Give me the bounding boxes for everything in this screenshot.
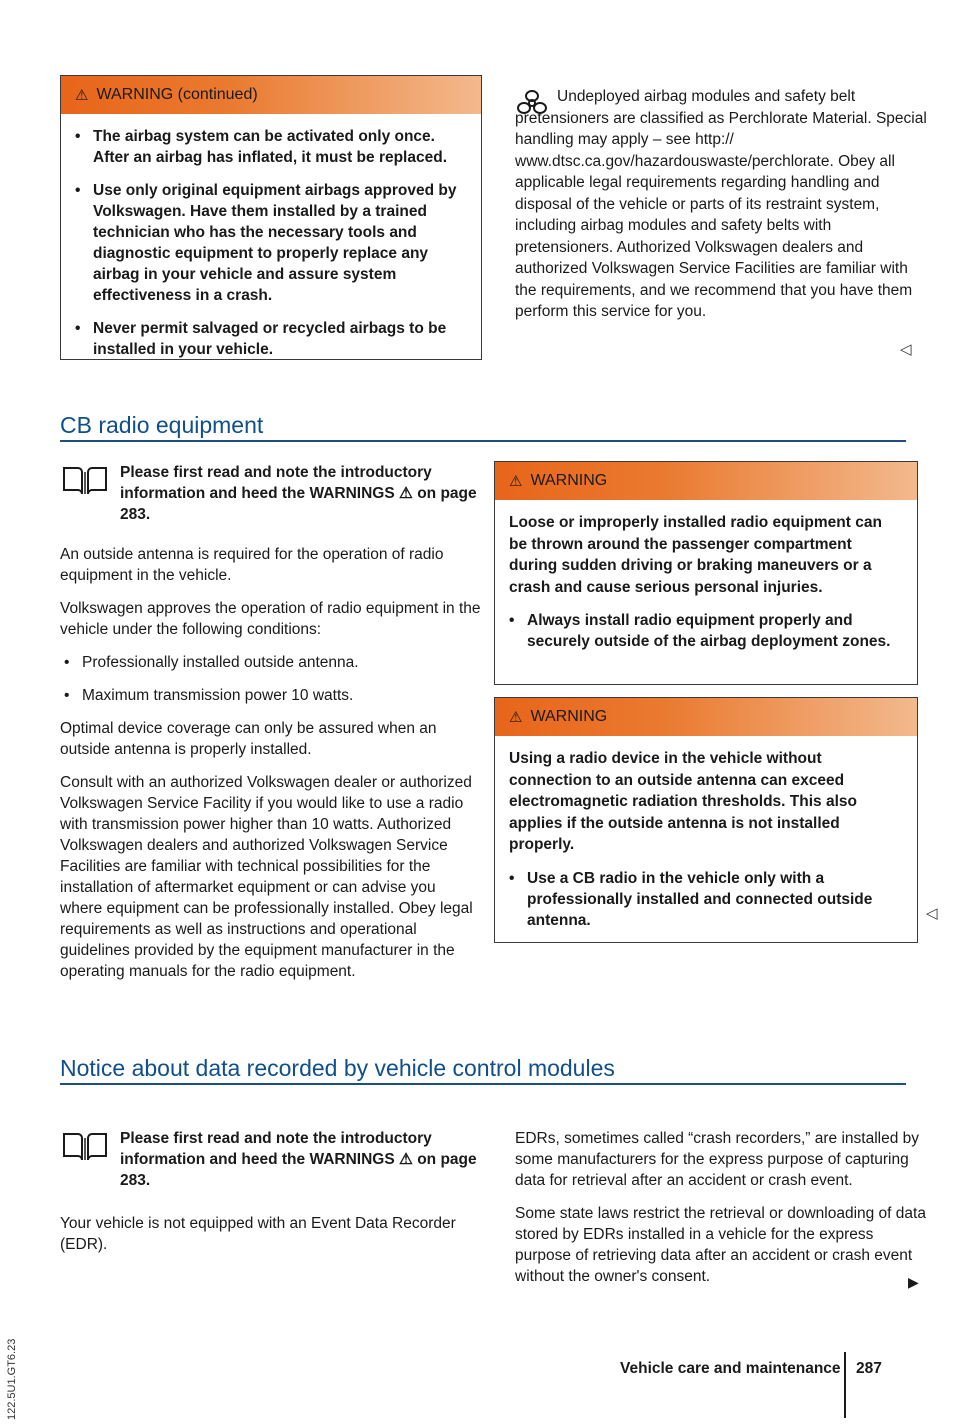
warning-triangle-icon: ⚠ (509, 473, 523, 490)
recycle-icon (515, 88, 549, 118)
book-icon (60, 1130, 110, 1164)
page-number: 287 (856, 1360, 882, 1377)
warning-text: Using a radio device in the vehicle without connection to an outside antenna can exceed electromagnetic radiation thresholds. This also applies if the outside antenna is not installed properly. (509, 750, 857, 853)
read-first-note (60, 1128, 482, 1191)
warning-body (61, 114, 481, 378)
read-first-text: Please first read and note the introductory information and heed the WARNINGS ⚠ on page 283. (120, 464, 477, 523)
section-title-cb-radio: CB radio equipment (60, 412, 264, 438)
warning-box-antenna (494, 697, 918, 943)
cb-condition: • Professionally installed outside antenna. (60, 652, 482, 673)
read-first-note (60, 462, 482, 525)
warning-text: Loose or improperly installed radio equipment can be thrown around the passenger compartment during sudden driving or braking maneuvers or a crash and cause serious personal injuries. (509, 514, 882, 596)
warning-body (495, 500, 917, 670)
warning-title: WARNING (continued) (96, 86, 258, 103)
warning-body (495, 736, 917, 949)
continue-arrow-icon: ▶ (908, 1274, 919, 1290)
read-first-text: Please first read and note the introductory information and heed the WARNINGS ⚠ on page 283. (120, 1130, 477, 1189)
warning-item: • Never permit salvaged or recycled airbags to be installed in your vehicle. (75, 318, 467, 360)
warning-item: • Use a CB radio in the vehicle only with a professionally installed and connected outside antenna. (509, 868, 903, 931)
warning-header (495, 462, 917, 500)
section-rule (60, 1083, 906, 1085)
perchlorate-text: Undeployed airbag modules and safety belt pretensioners are classified as Perchlorate Material. Special handling may apply – see http:// www.dtsc.ca.gov/hazardouswaste/perchlorate. Obey all applicable legal requirements regarding handling and disposal of the vehicle or parts of its restraint system, including airbag modules and safety belts with pretensioners. Authorized Volkswagen dealers and authorized Volkswagen Service Facilities are familiar with the requirements, and we recommend that you have them perform this service for you. (515, 88, 927, 320)
warning-box-loose-radio (494, 461, 918, 685)
edr-not-equipped-text: Your vehicle is not equipped with an Event Data Recorder (EDR). (60, 1215, 456, 1253)
edr-paragraph: EDRs, sometimes called “crash recorders,” are installed by some manufacturers for the express purpose of capturing data for retrieval after an accident or crash event. (515, 1130, 919, 1189)
cb-condition: • Maximum transmission power 10 watts. (60, 685, 482, 706)
warning-triangle-icon: ⚠ (75, 87, 89, 104)
warning-header (495, 698, 917, 736)
section-rule (60, 440, 906, 442)
cb-paragraph: Consult with an authorized Volkswagen dealer or authorized Volkswagen Service Facility if you would like to use a radio with transmission power higher than 10 watts. Authorized Volkswagen dealers and authorized Volkswagen Service Facilities are familiar with technical possibilities for the installation of aftermarket equipment or can advise you where equipment can be professionally installed. Obey legal requirements as well as instructions and operational guidelines provided by the equipment manufacturer in the operating manuals for the radio equipment. (60, 774, 473, 980)
document-code-text: 122.5U1.GT6.23 (6, 1338, 18, 1420)
warning-title: WARNING (530, 708, 608, 725)
warning-item: • Always install radio equipment properly and securely outside of the airbag deployment zones. (509, 610, 903, 652)
document-code (6, 1290, 20, 1420)
cb-body (60, 544, 482, 994)
warning-box-continued (60, 75, 482, 360)
section-title-data-recorded: Notice about data recorded by vehicle control modules (60, 1055, 615, 1081)
footer-section-title: Vehicle care and maintenance (620, 1360, 841, 1377)
edr-left-text (60, 1213, 482, 1267)
warning-item: • Use only original equipment airbags approved by Volkswagen. Have them installed by a trained technician who has the necessary tools and diagnostic equipment to properly replace any airbag in your vehicle and assure system effectiveness in a crash. (75, 180, 467, 306)
warning-triangle-icon: ⚠ (509, 709, 523, 726)
perchlorate-note (515, 86, 927, 335)
cb-paragraph: Optimal device coverage can only be assured when an outside antenna is properly installed. (60, 720, 437, 758)
warning-title: WARNING (530, 472, 608, 489)
cb-paragraph: Volkswagen approves the operation of radio equipment in the vehicle under the following conditions: (60, 600, 481, 638)
edr-paragraph: Some state laws restrict the retrieval or downloading of data stored by EDRs installed in a vehicle for the express purpose of retrieving data after an accident or crash event without the owner's consent. (515, 1205, 926, 1285)
end-triangle-icon: ◁ (926, 905, 938, 922)
book-icon (60, 464, 110, 498)
warning-item: • The airbag system can be activated only once. After an airbag has inflated, it must be replaced. (75, 126, 467, 168)
warning-header (61, 76, 481, 114)
end-triangle-icon: ◁ (900, 341, 912, 358)
footer-divider (844, 1352, 846, 1418)
edr-right-text (515, 1128, 927, 1299)
cb-paragraph: An outside antenna is required for the operation of radio equipment in the vehicle. (60, 546, 444, 584)
